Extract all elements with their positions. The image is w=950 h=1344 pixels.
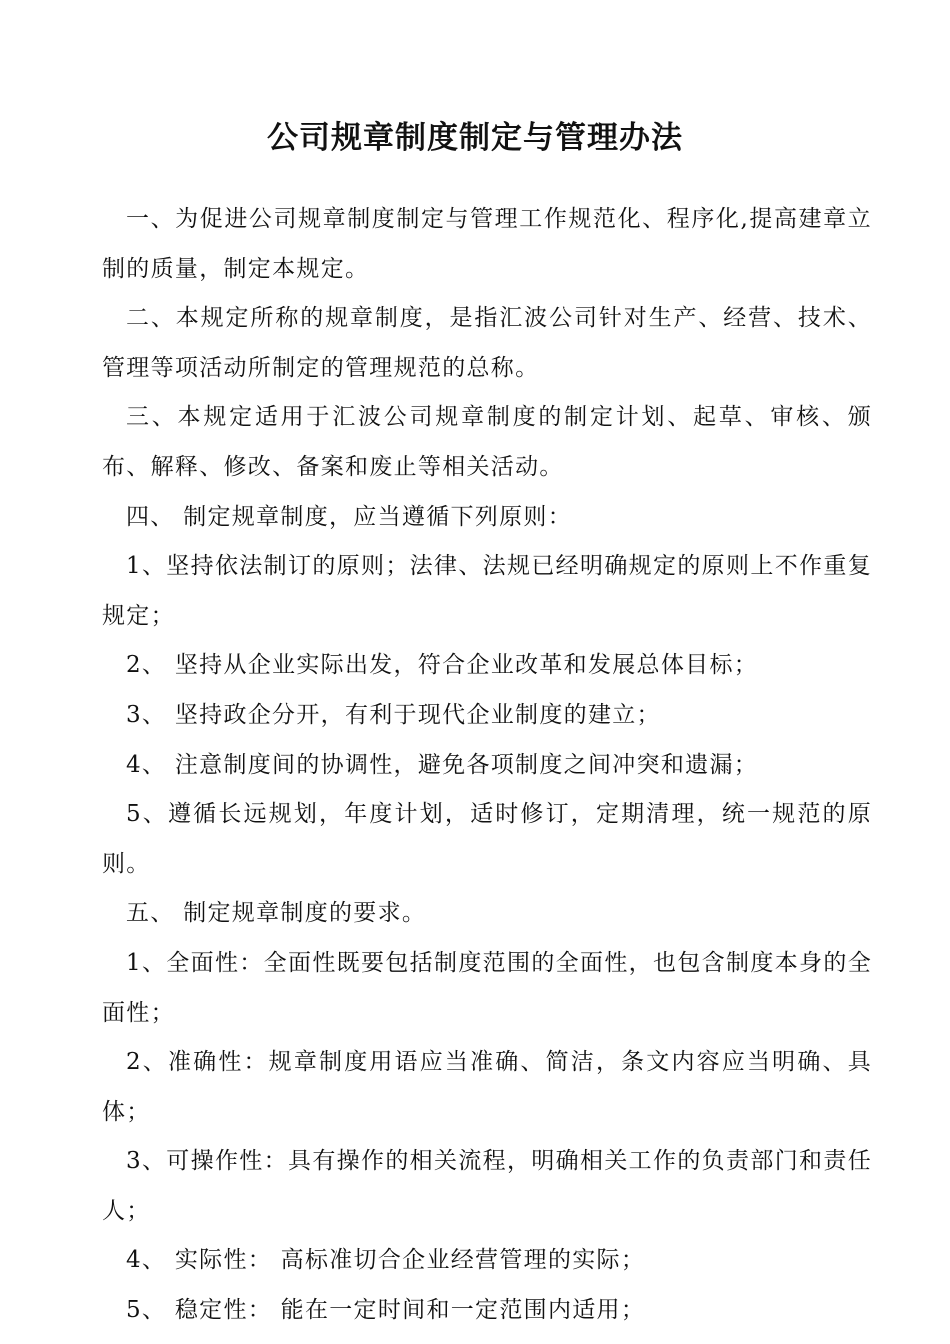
document-body [102, 195, 872, 1336]
paragraph-13: 3、可操作性：具有操作的相关流程，明确相关工作的负责部门和责任人； [102, 1148, 872, 1224]
paragraph-2: 二、本规定所称的规章制度，是指汇波公司针对生产、经营、技术、管理等项活动所制定的管理规范的总称。 [102, 305, 872, 381]
paragraph-3: 三、本规定适用于汇波公司规章制度的制定计划、起草、审核、颁布、解释、修改、备案和废止等相关活动。 [102, 404, 872, 480]
paragraph-4: 四、 制定规章制度，应当遵循下列原则： [126, 503, 573, 530]
paragraph-8: 4、 注意制度间的协调性，避免各项制度之间冲突和遗漏； [126, 751, 759, 778]
paragraph-10: 五、 制定规章制度的要求。 [126, 900, 427, 927]
paragraph-6: 2、 坚持从企业实际出发，符合企业改革和发展总体目标； [126, 652, 759, 679]
paragraph-9: 5、遵循长远规划，年度计划，适时修订，定期清理，统一规范的原则。 [102, 801, 872, 877]
paragraph-7: 3、 坚持政企分开，有利于现代企业制度的建立； [126, 701, 661, 728]
paragraph-11: 1、全面性：全面性既要包括制度范围的全面性，也包含制度本身的全面性； [102, 949, 872, 1026]
paragraph-5: 1、坚持依法制订的原则；法律、法规已经明确规定的原则上不作重复规定； [102, 553, 872, 629]
document-title: 公司规章制度制定与管理办法 [267, 119, 683, 156]
paragraph-12: 2、准确性：规章制度用语应当准确、简洁，条文内容应当明确、具体； [102, 1049, 872, 1125]
paragraph-14: 4、 实际性： 高标准切合企业经营管理的实际； [126, 1247, 646, 1274]
paragraph-1: 一、为促进公司规章制度制定与管理工作规范化、程序化,提高建章立制的质量，制定本规定。 [102, 206, 872, 282]
paragraph-15: 5、 稳定性： 能在一定时间和一定范围内适用； [126, 1297, 646, 1324]
